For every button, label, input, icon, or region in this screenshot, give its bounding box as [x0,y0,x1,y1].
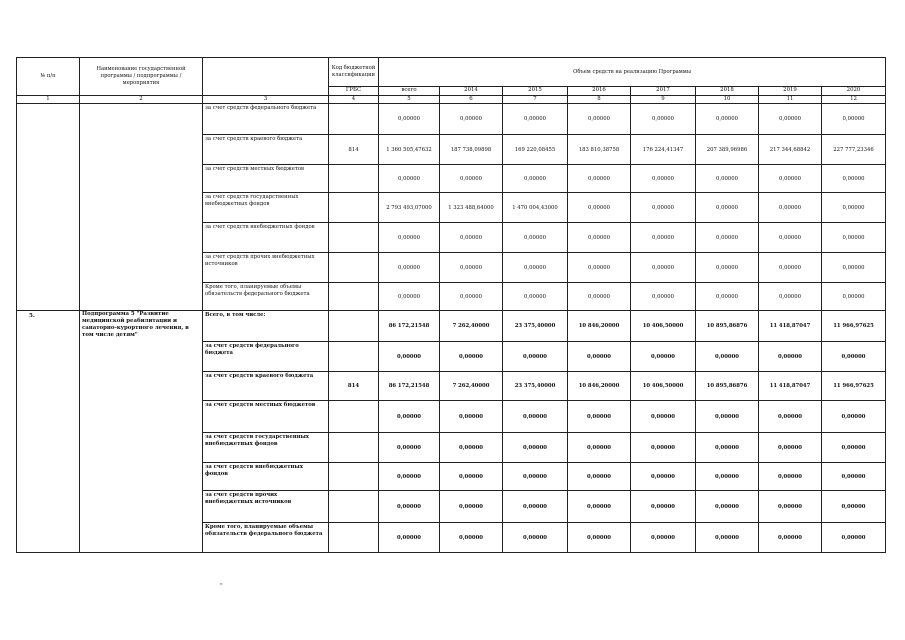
total-value-cell: 0,00000 [379,342,440,372]
header-code: Код бюджетной классификации [329,58,379,87]
program-name-cell [80,104,203,311]
table-row [17,311,886,342]
year-value-cell: 0,00000 [696,223,759,253]
year-value-cell: 0,00000 [822,433,886,463]
year-value-cell: 0,00000 [759,491,822,523]
header-year: 2018 [696,87,759,96]
year-value-cell: 0,00000 [822,283,886,311]
year-value-cell: 7 262,40000 [440,311,503,342]
year-value-cell: 11 966,97625 [822,372,886,401]
year-value-cell: 0,00000 [631,165,696,193]
header-year: 2015 [503,87,568,96]
year-value-cell: 0,00000 [759,523,822,553]
funding-source-cell: за счет средств местных бюджетов [203,401,329,433]
header-year: 2014 [440,87,503,96]
year-value-cell: 0,00000 [631,223,696,253]
funding-source-cell: за счет средств внебюджетных фондов [203,223,329,253]
footer-mark: " [220,583,223,590]
row-number-cell [17,104,80,311]
funding-source-cell: за счет средств местных бюджетов [203,165,329,193]
year-value-cell: 0,00000 [759,193,822,223]
year-value-cell: 23 375,40000 [503,311,568,342]
year-value-cell: 0,00000 [631,463,696,491]
header-year: 2016 [568,87,631,96]
total-value-cell: 0,00000 [379,223,440,253]
year-value-cell: 0,00000 [631,401,696,433]
header-row [17,58,886,87]
year-value-cell: 0,00000 [631,433,696,463]
year-value-cell: 0,00000 [568,491,631,523]
year-value-cell: 0,00000 [822,104,886,135]
year-value-cell: 0,00000 [696,523,759,553]
year-value-cell: 0,00000 [440,165,503,193]
column-number: 11 [759,96,822,104]
year-value-cell: 0,00000 [822,342,886,372]
year-value-cell: 0,00000 [568,523,631,553]
year-value-cell: 0,00000 [440,523,503,553]
year-value-cell: 0,00000 [568,223,631,253]
year-value-cell: 0,00000 [759,104,822,135]
year-value-cell: 0,00000 [696,193,759,223]
budget-code-cell [329,342,379,372]
funding-source-cell: Кроме того, планируемые объемы обязательств федерального бюджета [203,523,329,553]
header-volume: Объем средств на реализацию Программы [379,58,886,87]
funding-source-cell: за счет средств государственных внебюджетных фондов [203,193,329,223]
total-value-cell: 2 793 493,07000 [379,193,440,223]
total-value-cell: 86 172,21548 [379,372,440,401]
funding-source-cell: Всего, в том числе: [203,311,329,342]
year-value-cell: 0,00000 [568,433,631,463]
column-number: 6 [440,96,503,104]
year-value-cell: 0,00000 [568,401,631,433]
total-value-cell: 0,00000 [379,104,440,135]
column-number: 12 [822,96,886,104]
column-number: 5 [379,96,440,104]
year-value-cell: 0,00000 [759,342,822,372]
year-value-cell: 0,00000 [503,165,568,193]
year-value-cell: 10 895,86876 [696,372,759,401]
year-value-cell: 0,00000 [696,342,759,372]
year-value-cell: 0,00000 [696,463,759,491]
year-value-cell: 0,00000 [822,253,886,283]
funding-source-cell: за счет средств краевого бюджета [203,135,329,165]
year-value-cell: 0,00000 [696,104,759,135]
year-value-cell: 0,00000 [696,401,759,433]
budget-code-cell [329,491,379,523]
total-value-cell: 0,00000 [379,401,440,433]
year-value-cell: 183 810,38758 [568,135,631,165]
year-value-cell: 0,00000 [759,223,822,253]
year-value-cell: 0,00000 [696,433,759,463]
column-number: 1 [17,96,80,104]
column-number: 9 [631,96,696,104]
total-value-cell: 0,00000 [379,433,440,463]
year-value-cell: 0,00000 [568,283,631,311]
year-value-cell: 10 846,20000 [568,372,631,401]
funding-source-cell: за счет средств федерального бюджета [203,342,329,372]
year-value-cell: 176 224,41347 [631,135,696,165]
row-number-cell: 5. [17,311,80,553]
budget-code-cell [329,253,379,283]
year-value-cell: 0,00000 [631,523,696,553]
funding-source-cell: за счет средств прочих внебюджетных источников [203,253,329,283]
year-value-cell: 7 262,40000 [440,372,503,401]
header-year: 2020 [822,87,886,96]
year-value-cell: 0,00000 [631,253,696,283]
budget-code-cell [329,433,379,463]
year-value-cell: 207 389,96986 [696,135,759,165]
header-name: Наименование государственной программы / подпрограммы / мероприятия [80,58,203,96]
total-value-cell: 0,00000 [379,523,440,553]
year-value-cell: 10 846,20000 [568,311,631,342]
year-value-cell: 0,00000 [696,253,759,283]
year-value-cell: 0,00000 [440,342,503,372]
funding-source-cell: Кроме того, планируемые объемы обязательств федерального бюджета [203,283,329,311]
year-value-cell: 0,00000 [631,193,696,223]
total-value-cell: 0,00000 [379,283,440,311]
year-value-cell: 0,00000 [568,193,631,223]
year-value-cell: 0,00000 [440,433,503,463]
total-value-cell: 0,00000 [379,463,440,491]
year-value-cell: 10 406,50000 [631,311,696,342]
header-grbs: ГРБС [329,87,379,96]
year-value-cell: 0,00000 [631,283,696,311]
year-value-cell: 0,00000 [568,253,631,283]
year-value-cell: 0,00000 [503,104,568,135]
total-value-cell: 86 172,21548 [379,311,440,342]
year-value-cell: 0,00000 [696,283,759,311]
header-num: № п/п [17,58,80,96]
year-value-cell: 0,00000 [503,433,568,463]
header-year: 2017 [631,87,696,96]
year-value-cell: 1 323 488,64000 [440,193,503,223]
year-value-cell: 11 418,87047 [759,311,822,342]
year-value-cell: 0,00000 [759,283,822,311]
budget-code-cell [329,523,379,553]
year-value-cell: 0,00000 [631,491,696,523]
year-value-cell: 0,00000 [440,104,503,135]
funding-source-cell: за счет средств внебюджетных фондов [203,463,329,491]
budget-code-cell [329,401,379,433]
column-number: 7 [503,96,568,104]
header-total: всего [379,87,440,96]
year-value-cell: 0,00000 [503,401,568,433]
total-value-cell: 1 360 505,47632 [379,135,440,165]
year-value-cell: 169 220,08455 [503,135,568,165]
funding-source-cell: за счет средств прочих внебюджетных источников [203,491,329,523]
year-value-cell: 0,00000 [440,463,503,491]
year-value-cell: 0,00000 [503,223,568,253]
year-value-cell: 0,00000 [440,491,503,523]
header-blank [203,58,329,96]
budget-table [16,57,886,553]
year-value-cell: 0,00000 [822,463,886,491]
budget-code-cell [329,104,379,135]
funding-source-cell: за счет средств федерального бюджета [203,104,329,135]
year-value-cell: 0,00000 [631,342,696,372]
year-value-cell: 0,00000 [440,253,503,283]
year-value-cell: 0,00000 [503,463,568,491]
section-b [17,311,886,553]
year-value-cell: 0,00000 [822,523,886,553]
year-value-cell: 0,00000 [759,433,822,463]
year-value-cell: 0,00000 [822,491,886,523]
column-number: 4 [329,96,379,104]
program-name-cell: Подпрограмма 5 "Развитие медицинской реабилитации и санаторно-курортного лечения, в том числе детям" [80,311,203,553]
total-value-cell: 0,00000 [379,253,440,283]
column-number-row [17,96,886,104]
year-value-cell: 0,00000 [759,253,822,283]
year-value-cell: 0,00000 [503,523,568,553]
year-value-cell: 0,00000 [631,104,696,135]
year-value-cell: 0,00000 [822,165,886,193]
year-value-cell: 10 895,86876 [696,311,759,342]
budget-code-cell [329,193,379,223]
budget-code-cell [329,311,379,342]
budget-code-cell [329,283,379,311]
year-value-cell: 0,00000 [759,463,822,491]
table-row [17,104,886,135]
year-value-cell: 0,00000 [696,491,759,523]
header-year: 2019 [759,87,822,96]
year-value-cell: 1 470 004,43000 [503,193,568,223]
budget-code-cell: 814 [329,135,379,165]
year-value-cell: 0,00000 [440,223,503,253]
year-value-cell: 0,00000 [696,165,759,193]
section-a [17,104,886,311]
year-value-cell: 0,00000 [503,253,568,283]
year-value-cell: 0,00000 [503,342,568,372]
year-value-cell: 187 738,09898 [440,135,503,165]
year-value-cell: 0,00000 [503,283,568,311]
year-value-cell: 0,00000 [759,165,822,193]
total-value-cell: 0,00000 [379,165,440,193]
year-value-cell: 217 344,68842 [759,135,822,165]
column-number: 2 [80,96,203,104]
year-value-cell: 0,00000 [440,283,503,311]
column-number: 8 [568,96,631,104]
year-value-cell: 0,00000 [822,401,886,433]
year-value-cell: 0,00000 [440,401,503,433]
total-value-cell: 0,00000 [379,491,440,523]
year-value-cell: 11 418,87047 [759,372,822,401]
year-value-cell: 0,00000 [759,401,822,433]
funding-source-cell: за счет средств государственных внебюджетных фондов [203,433,329,463]
year-value-cell: 0,00000 [822,193,886,223]
year-value-cell: 0,00000 [568,104,631,135]
year-value-cell: 0,00000 [503,491,568,523]
budget-code-cell [329,165,379,193]
year-value-cell: 11 966,97625 [822,311,886,342]
year-value-cell: 0,00000 [568,342,631,372]
funding-source-cell: за счет средств краевого бюджета [203,372,329,401]
year-value-cell: 0,00000 [568,463,631,491]
budget-code-cell [329,223,379,253]
year-value-cell: 10 406,50000 [631,372,696,401]
column-number: 10 [696,96,759,104]
column-number: 3 [203,96,329,104]
budget-code-cell: 814 [329,372,379,401]
year-value-cell: 0,00000 [822,223,886,253]
year-value-cell: 23 375,40000 [503,372,568,401]
year-value-cell: 0,00000 [568,165,631,193]
year-value-cell: 227 777,23346 [822,135,886,165]
budget-code-cell [329,463,379,491]
